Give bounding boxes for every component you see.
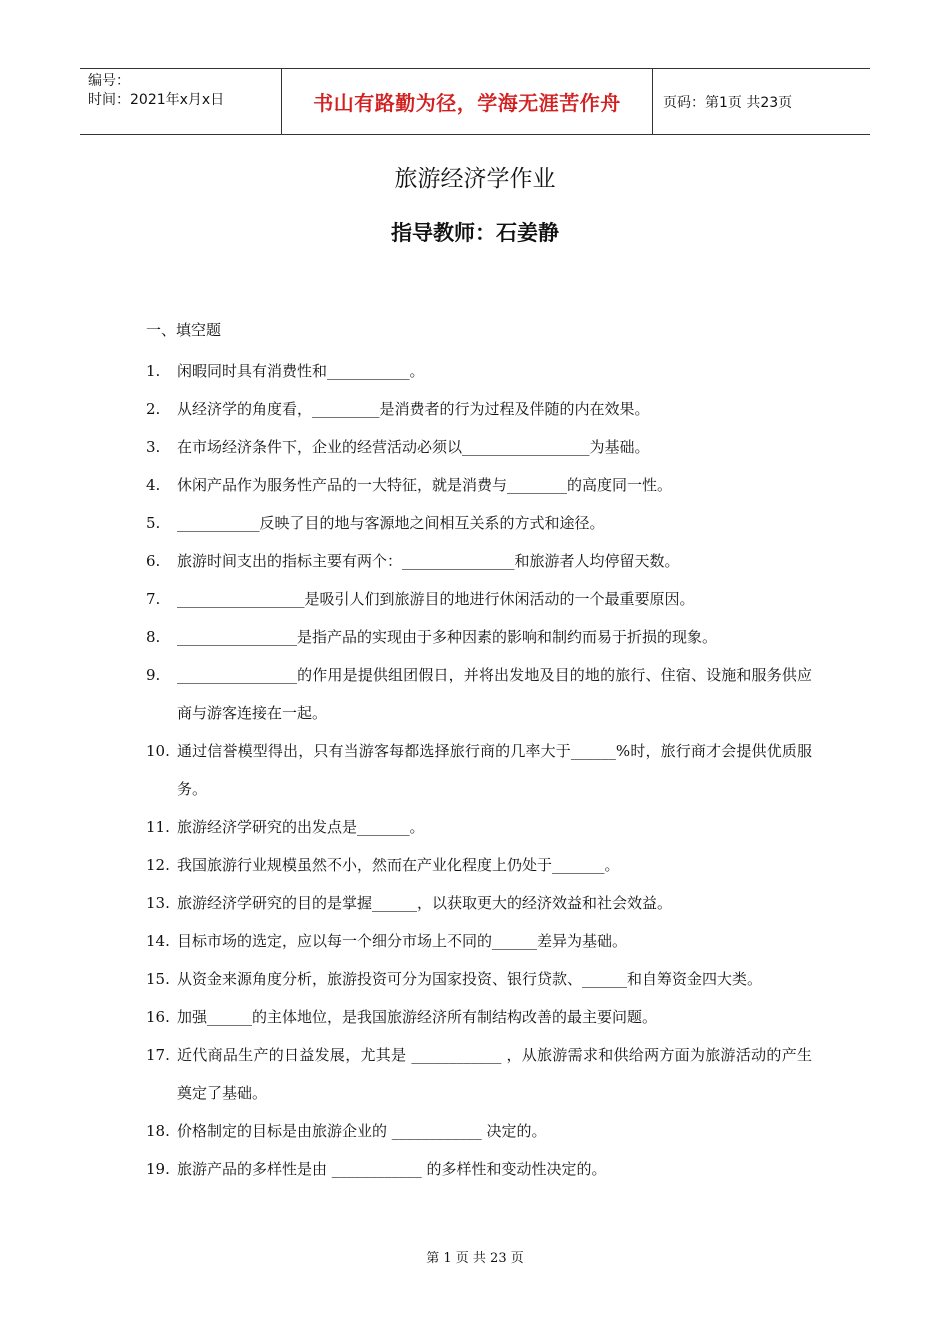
question-number: 4.	[146, 476, 161, 494]
question-text: 旅游产品的多样性是由 ____________ 的多样性和变动性决定的。	[177, 1160, 607, 1178]
question-number: 8.	[146, 628, 161, 646]
document-title: 旅游经济学作业	[394, 166, 556, 192]
question-item	[146, 732, 812, 808]
question-item	[146, 390, 812, 428]
question-text: 近代商品生产的日益发展，尤其是 ____________ ，从旅游需求和供给两方面为旅游活动的产生奠定了基础。	[177, 1046, 812, 1102]
question-item	[146, 656, 812, 732]
question-item	[146, 580, 812, 618]
question-text: 目标市场的选定，应以每一个细分市场上不同的______差异为基础。	[177, 932, 628, 950]
question-number: 13.	[146, 894, 170, 912]
question-text: 价格制定的目标是由旅游企业的 ____________ 决定的。	[177, 1122, 547, 1140]
question-text: 休闲产品作为服务性产品的一大特征，就是消费与________的高度同一性。	[177, 476, 673, 494]
question-text: ________________是指产品的实现由于多种因素的影响和制约而易于折损的现象。	[177, 628, 718, 646]
question-item	[146, 998, 812, 1036]
question-item	[146, 846, 812, 884]
question-text: 旅游时间支出的指标主要有两个：_______________和旅游者人均停留天数。	[177, 552, 680, 570]
question-number: 7.	[146, 590, 161, 608]
section-title: 一、填空题	[146, 321, 222, 339]
question-number: 12.	[146, 856, 170, 874]
question-item	[146, 960, 812, 998]
question-text: 我国旅游行业规模虽然不小，然而在产业化程度上仍处于_______。	[177, 856, 620, 874]
question-number: 19.	[146, 1160, 170, 1178]
question-number: 6.	[146, 552, 161, 570]
question-item	[146, 1112, 812, 1150]
question-number: 15.	[146, 970, 170, 988]
question-item	[146, 352, 812, 390]
question-item	[146, 466, 812, 504]
question-text: ________________的作用是提供组团假日，并将出发地及目的地的旅行、住宿、设施和服务供应商与游客连接在一起。	[177, 666, 812, 722]
page-header	[80, 68, 870, 135]
question-item	[146, 618, 812, 656]
question-number: 1.	[146, 362, 161, 380]
question-number: 10.	[146, 742, 170, 760]
question-number: 11.	[146, 818, 170, 836]
question-number: 2.	[146, 400, 161, 418]
document-subtitle: 指导教师：石姜静	[391, 221, 559, 245]
question-text: 从资金来源角度分析，旅游投资可分为国家投资、银行贷款、______和自筹资金四大类。	[177, 970, 763, 988]
question-text: 旅游经济学研究的目的是掌握______，以获取更大的经济效益和社会效益。	[177, 894, 673, 912]
question-item	[146, 1150, 812, 1188]
question-item	[146, 808, 812, 846]
question-number: 5.	[146, 514, 161, 532]
header-meta	[80, 69, 281, 134]
question-item	[146, 1036, 812, 1112]
number-label: 编号：	[88, 73, 130, 89]
question-text: 加强______的主体地位，是我国旅游经济所有制结构改善的最主要问题。	[177, 1008, 658, 1026]
question-item	[146, 504, 812, 542]
header-motto: 书山有路勤为径，学海无涯苦作舟	[281, 69, 653, 134]
question-item	[146, 542, 812, 580]
header-page-info: 页码：第1页 共23页	[663, 94, 793, 111]
question-text: 旅游经济学研究的出发点是_______。	[177, 818, 425, 836]
question-item	[146, 428, 812, 466]
question-text: _________________是吸引人们到旅游目的地进行休闲活动的一个最重要原因。	[177, 590, 695, 608]
question-number: 3.	[146, 438, 161, 456]
question-number: 17.	[146, 1046, 170, 1064]
question-list	[146, 352, 812, 1188]
question-text: 在市场经济条件下，企业的经营活动必须以_________________为基础。	[177, 438, 650, 456]
question-text: ___________反映了目的地与客源地之间相互关系的方式和途径。	[177, 514, 605, 532]
question-text: 闲暇同时具有消费性和___________。	[177, 362, 425, 380]
question-item	[146, 884, 812, 922]
question-text: 从经济学的角度看，_________是消费者的行为过程及伴随的内在效果。	[177, 400, 650, 418]
question-number: 16.	[146, 1008, 170, 1026]
date-label: 时间：2021年x月x日	[88, 92, 225, 108]
question-text: 通过信誉模型得出，只有当游客每都选择旅行商的几率大于______%时，旅行商才会提供优质服务。	[177, 742, 812, 798]
question-number: 14.	[146, 932, 170, 950]
question-item	[146, 922, 812, 960]
question-number: 18.	[146, 1122, 170, 1140]
question-number: 9.	[146, 666, 161, 684]
page-footer: 第 1 页 共 23 页	[426, 1251, 524, 1266]
